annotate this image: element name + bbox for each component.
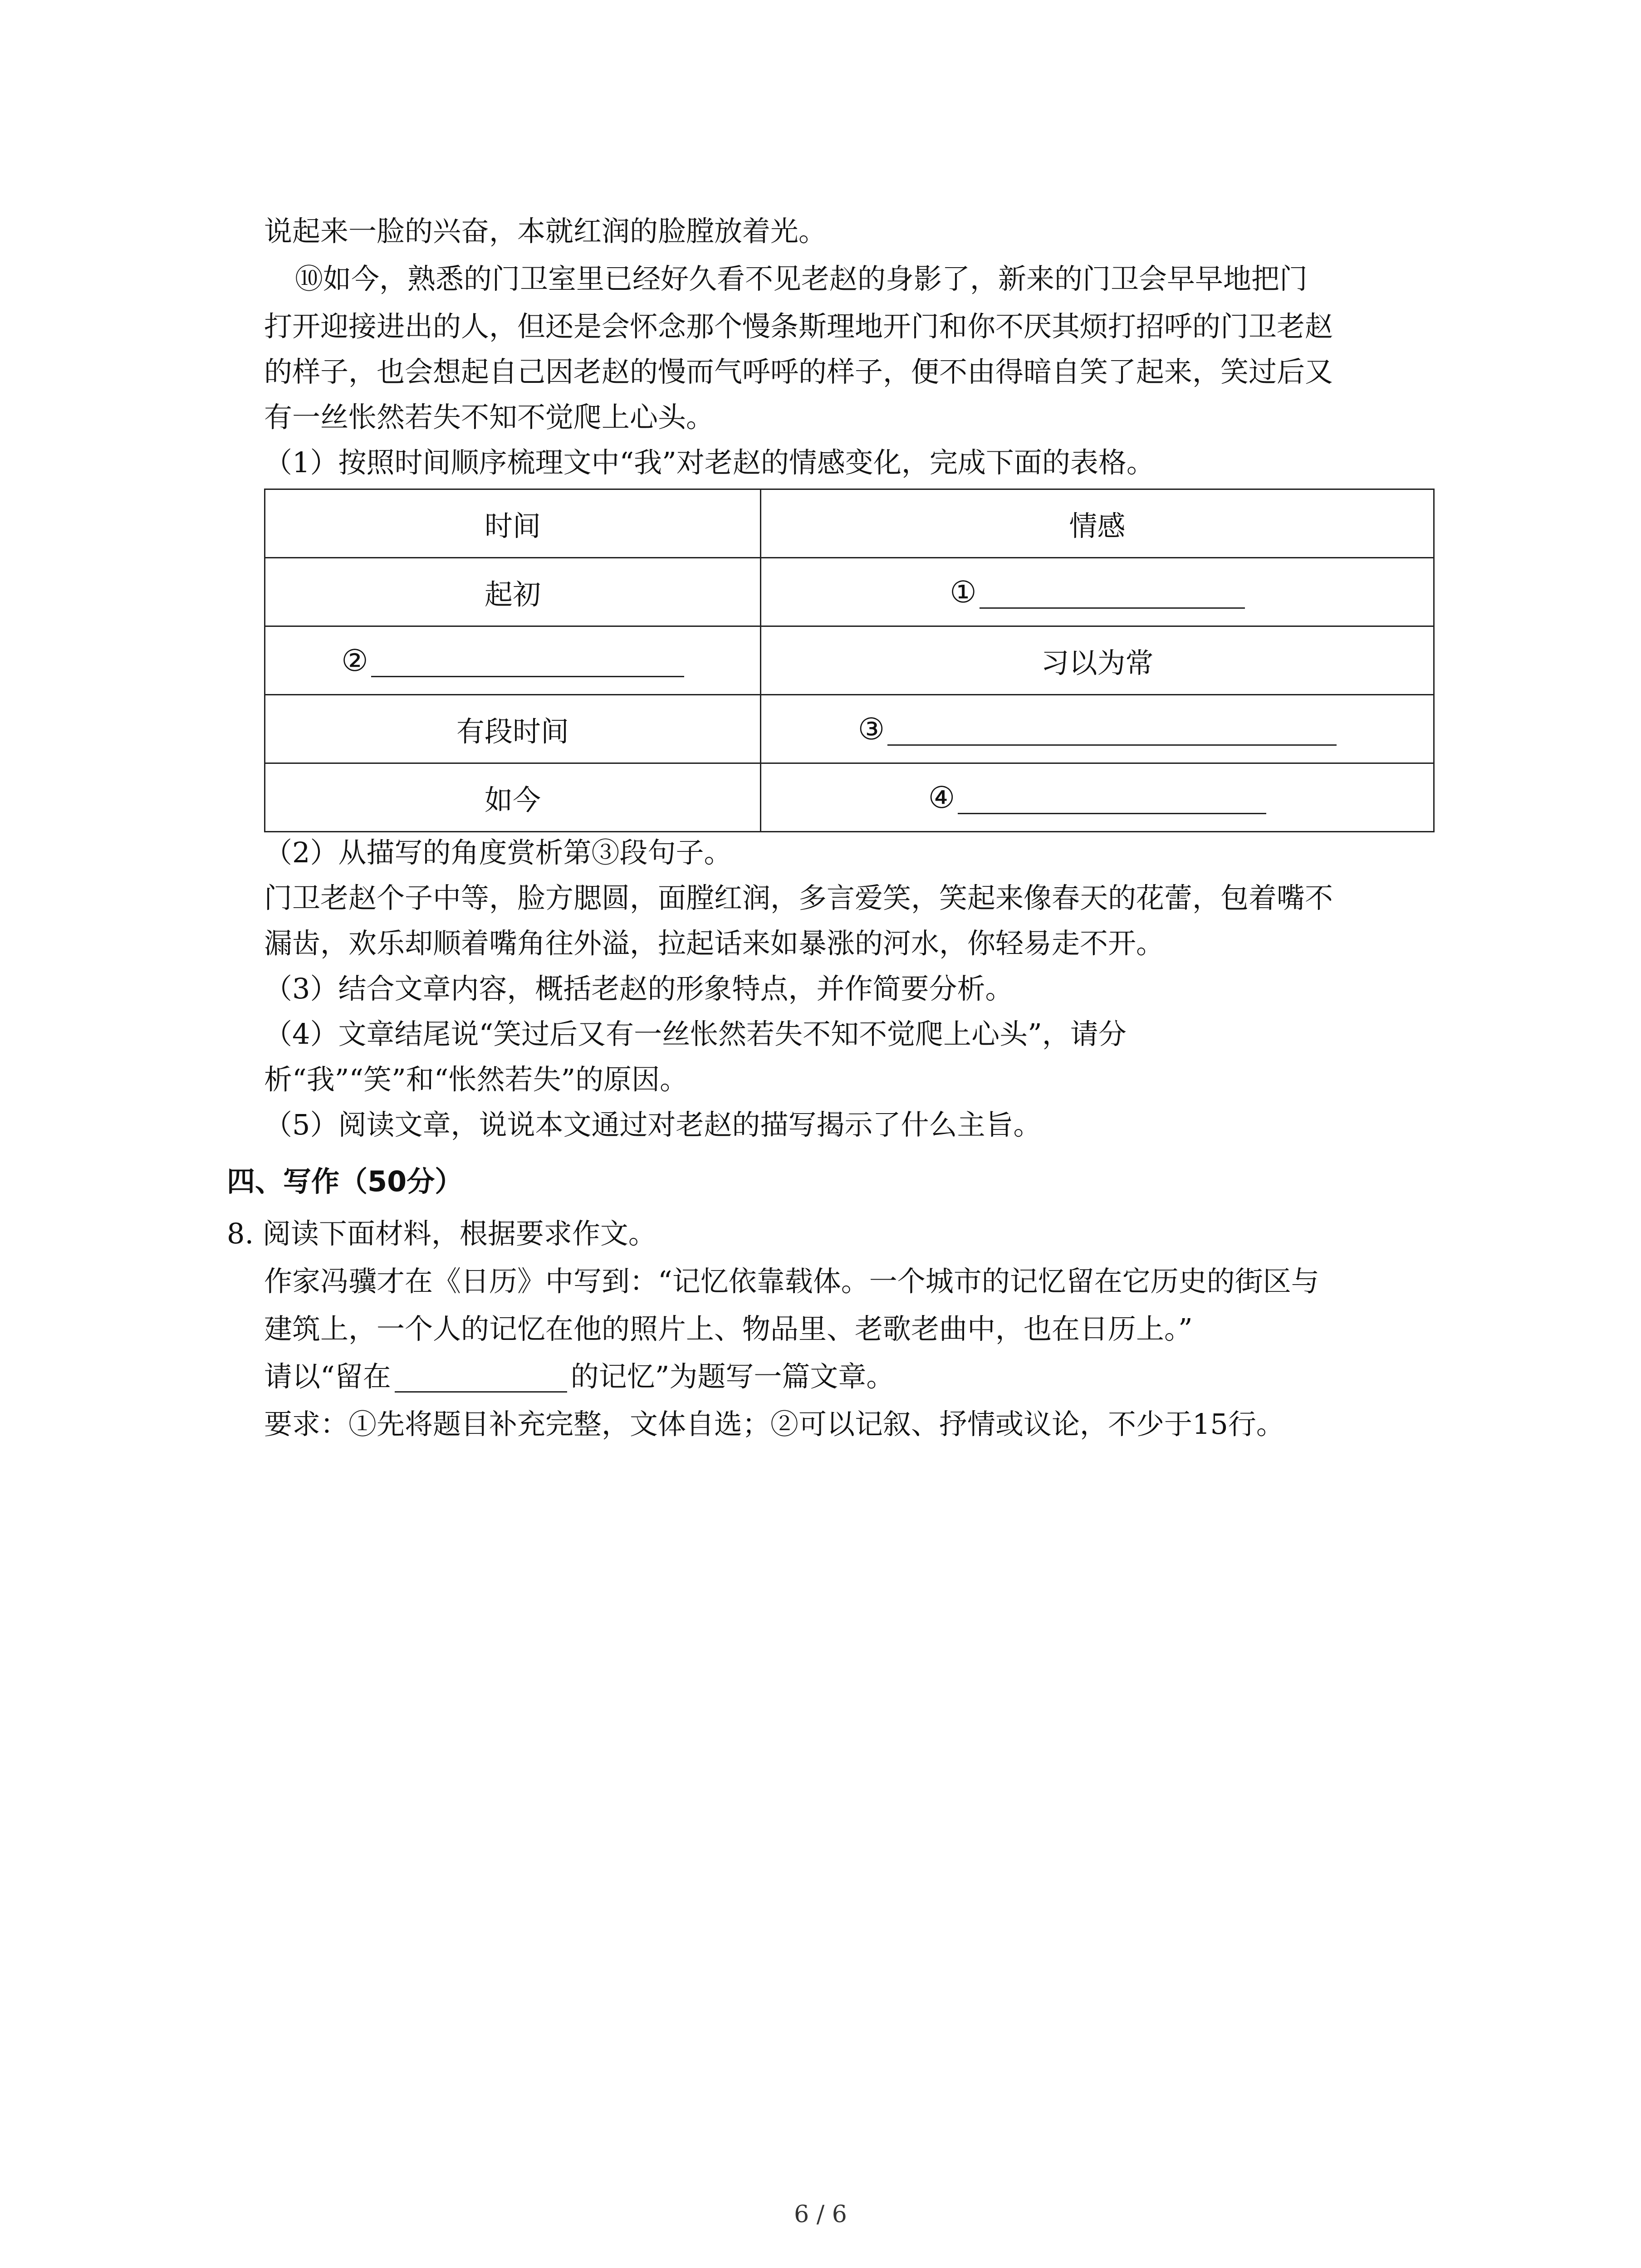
blank-number: ③ (857, 711, 885, 747)
answer-blank[interactable] (958, 786, 1266, 814)
table-header-time: 时间 (265, 489, 761, 558)
table-row (265, 695, 1434, 763)
passage-paragraph-10-line: 的样子，也会想起自己因老赵的慢而气呼呼的样子，便不由得暗自笑了起来，笑过后又 (264, 355, 1333, 388)
passage-paragraph-10-line: ⑩如今，熟悉的门卫室里已经好久看不见老赵的身影了，新来的门卫会早早地把门 (295, 262, 1308, 295)
question-8: 8. 阅读下面材料，根据要求作文。 (227, 1217, 656, 1250)
writing-requirement: 要求：①先将题目补充完整，文体自选；②可以记叙、抒情或议论，不少于15行。 (264, 1408, 1284, 1441)
page-number: 6 / 6 (794, 2201, 847, 2228)
title-suffix: 的记忆”为题写一篇文章。 (570, 1360, 895, 1393)
writing-material-line: 建筑上，一个人的记忆在他的照片上、物品里、老歌老曲中，也在日历上。” (264, 1312, 1193, 1345)
title-prefix: 请以“留在 (264, 1360, 391, 1393)
question-4-line: （4）文章结尾说“笑过后又有一丝怅然若失不知不觉爬上心头”，请分 (264, 1017, 1127, 1051)
passage-paragraph-10-line: 有一丝怅然若失不知不觉爬上心头。 (264, 401, 715, 434)
table-header-row (265, 489, 1434, 558)
table-cell-time: 如今 (265, 763, 761, 832)
emotion-table (264, 489, 1435, 832)
section-title-writing: 四、写作（50分） (227, 1165, 463, 1198)
question-4-line: 析“我”“笑”和“怅然若失”的原因。 (264, 1063, 688, 1096)
table-cell-emotion (761, 558, 1434, 626)
blank-number: ① (950, 574, 977, 610)
table-cell-time: 起初 (265, 558, 761, 626)
question-1: （1）按照时间顺序梳理文中“我”对老赵的情感变化，完成下面的表格。 (264, 446, 1155, 479)
question-2-quote-line: 漏齿，欢乐却顺着嘴角往外溢，拉起话来如暴涨的河水，你轻易走不开。 (264, 927, 1165, 960)
question-3: （3）结合文章内容，概括老赵的形象特点，并作简要分析。 (264, 972, 1014, 1005)
question-2-quote-line: 门卫老赵个子中等，脸方腮圆，面膛红润，多言爱笑，笑起来像春天的花蕾，包着嘴不 (264, 881, 1333, 914)
writing-title-prompt (264, 1356, 894, 1397)
table-cell-time (265, 626, 761, 695)
answer-blank[interactable] (371, 649, 684, 677)
table-cell-emotion (761, 763, 1434, 832)
table-cell-emotion (761, 695, 1434, 763)
table-cell-time: 有段时间 (265, 695, 761, 763)
question-5: （5）阅读文章，说说本文通过对老赵的描写揭示了什么主旨。 (264, 1108, 1042, 1141)
blank-number: ④ (928, 780, 955, 815)
writing-material-line: 作家冯骥才在《日历》中写到：“记忆依靠载体。一个城市的记忆留在它历史的街区与 (264, 1265, 1319, 1298)
table-row (265, 626, 1434, 695)
blank-number: ② (341, 643, 368, 678)
table-row (265, 763, 1434, 832)
passage-line: 说起来一脸的兴奋，本就红润的脸膛放着光。 (264, 215, 827, 248)
answer-blank[interactable] (980, 580, 1245, 609)
table-header-emotion: 情感 (761, 489, 1434, 558)
passage-paragraph-10-line: 打开迎接进出的人，但还是会怀念那个慢条斯理地开门和你不厌其烦打招呼的门卫老赵 (264, 310, 1333, 343)
title-blank[interactable] (395, 1364, 567, 1393)
answer-blank[interactable] (887, 717, 1337, 746)
question-2: （2）从描写的角度赏析第③段句子。 (264, 836, 732, 869)
table-cell-emotion: 习以为常 (761, 626, 1434, 695)
table-row (265, 558, 1434, 626)
